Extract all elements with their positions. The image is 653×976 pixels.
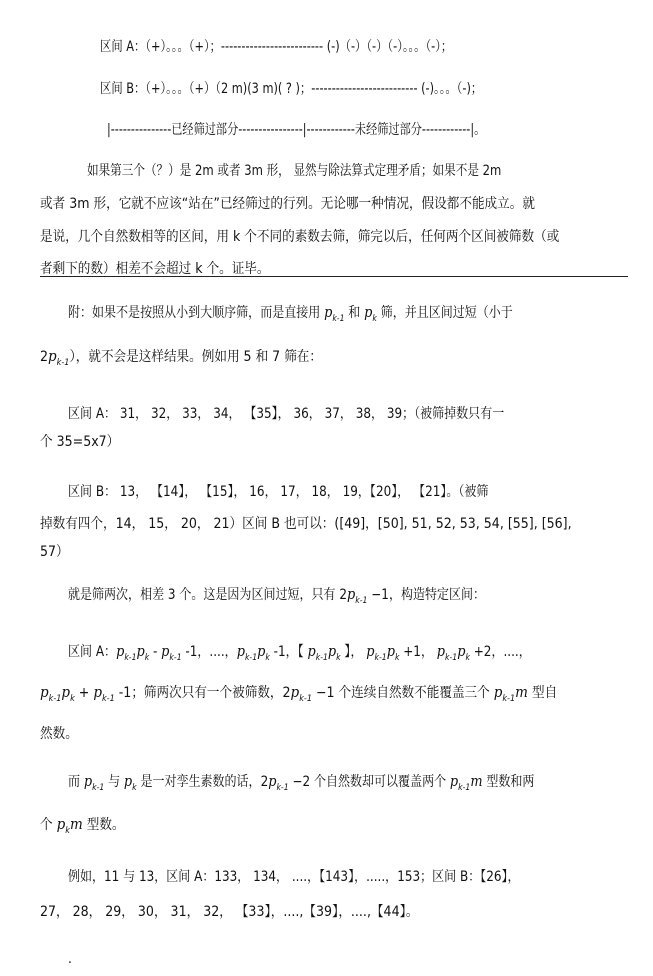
text-line: 57）	[40, 544, 69, 560]
text-line: 区间 A：（+）。。。（+）；------------------------- (-)（-）（-）（-）。。。（-）；	[100, 39, 453, 55]
text-line: 就是筛两次，相差 3 个。这是因为区间过短，只有 $2p_{k-1} -1$，构造特定区间：	[68, 585, 486, 606]
text-line: 27， 28， 29， 30， 31， 32， 【33】，....,【39】，....,【44】。	[40, 904, 419, 920]
text-line: $p_{k-1}p_k + p_{k-1}$ -1；筛两次只有一个被筛数，$2p_{k-1} -1$ 个连续自然数不能覆盖三个 $p_{k-1}m$ 型自	[40, 683, 558, 704]
text-line: 区间 A： 31， 32， 33， 34， 【35】， 36， 37， 38， 39；（被筛掉数只有一	[68, 406, 505, 422]
divider	[40, 276, 628, 277]
text-line: .	[68, 951, 72, 967]
text-line: |---------------已经筛过部分----------------|------------未经筛过部分------------|。	[107, 122, 486, 138]
text-line: 附：如果不是按照从小到大顺序筛，而是直接用 $p_{k-1}$ 和 $p_k$ 筛，并且区间过短（小于	[68, 303, 513, 324]
text-line: 是说，几个自然数相等的区间，用 k 个不同的素数去筛，筛完以后，任何两个区间被筛数（或	[40, 229, 560, 245]
text-line: 个 $p_km$ 型数。	[40, 815, 125, 836]
text-line: 区间 B： 13， 【14】， 【15】， 16， 17， 18， 19，【20】， 【21】。（被筛	[68, 484, 489, 500]
text-line: $2p_{k-1}$），就不会是这样结果。例如用 5 和 7 筛在：	[40, 347, 323, 368]
text-line: 区间 B：（+）。。。（+）（2 m)(3 m)( ? )；-------------------------- (-)。。。（-)；	[100, 81, 483, 97]
text-line: 区间 A：$p_{k-1}p_k - p_{k-1}$ -1，....，$p_{k-1}p_k$ -1，【 $p_{k-1}p_k$ 】， $p_{k-1}p_k +1$， $p_{k-1}p_k +2$，....，	[68, 642, 531, 663]
text-line: 例如，11 与 13，区间 A：133， 134， ....，【143】，.....，153；区间 B：【26】，	[68, 869, 520, 885]
text-line: 然数。	[40, 726, 78, 742]
text-line: 而 $p_{k-1}$ 与 $p_k$ 是一对孪生素数的话，$2p_{k-1} -2$ 个自然数却可以覆盖两个 $p_{k-1}m$ 型数和两	[68, 772, 535, 793]
text-line: 个 35=5x7）	[40, 434, 120, 450]
text-line: 掉数有四个，14， 15， 20， 21）区间 B 也可以：([49]，[50], 51, 52, 53, 54, [55], [56],	[40, 516, 572, 532]
text-line: 如果第三个（？）是 2m 或者 3m 形， 显然与除法算式定理矛盾；如果不是 2m	[87, 163, 502, 179]
text-line: 者剩下的数）相差不会超过 k 个。证毕。	[40, 261, 270, 277]
text-line: 或者 3m 形，它就不应该“站在”已经筛过的行列。无论哪一种情况，假设都不能成立。就	[40, 196, 535, 212]
